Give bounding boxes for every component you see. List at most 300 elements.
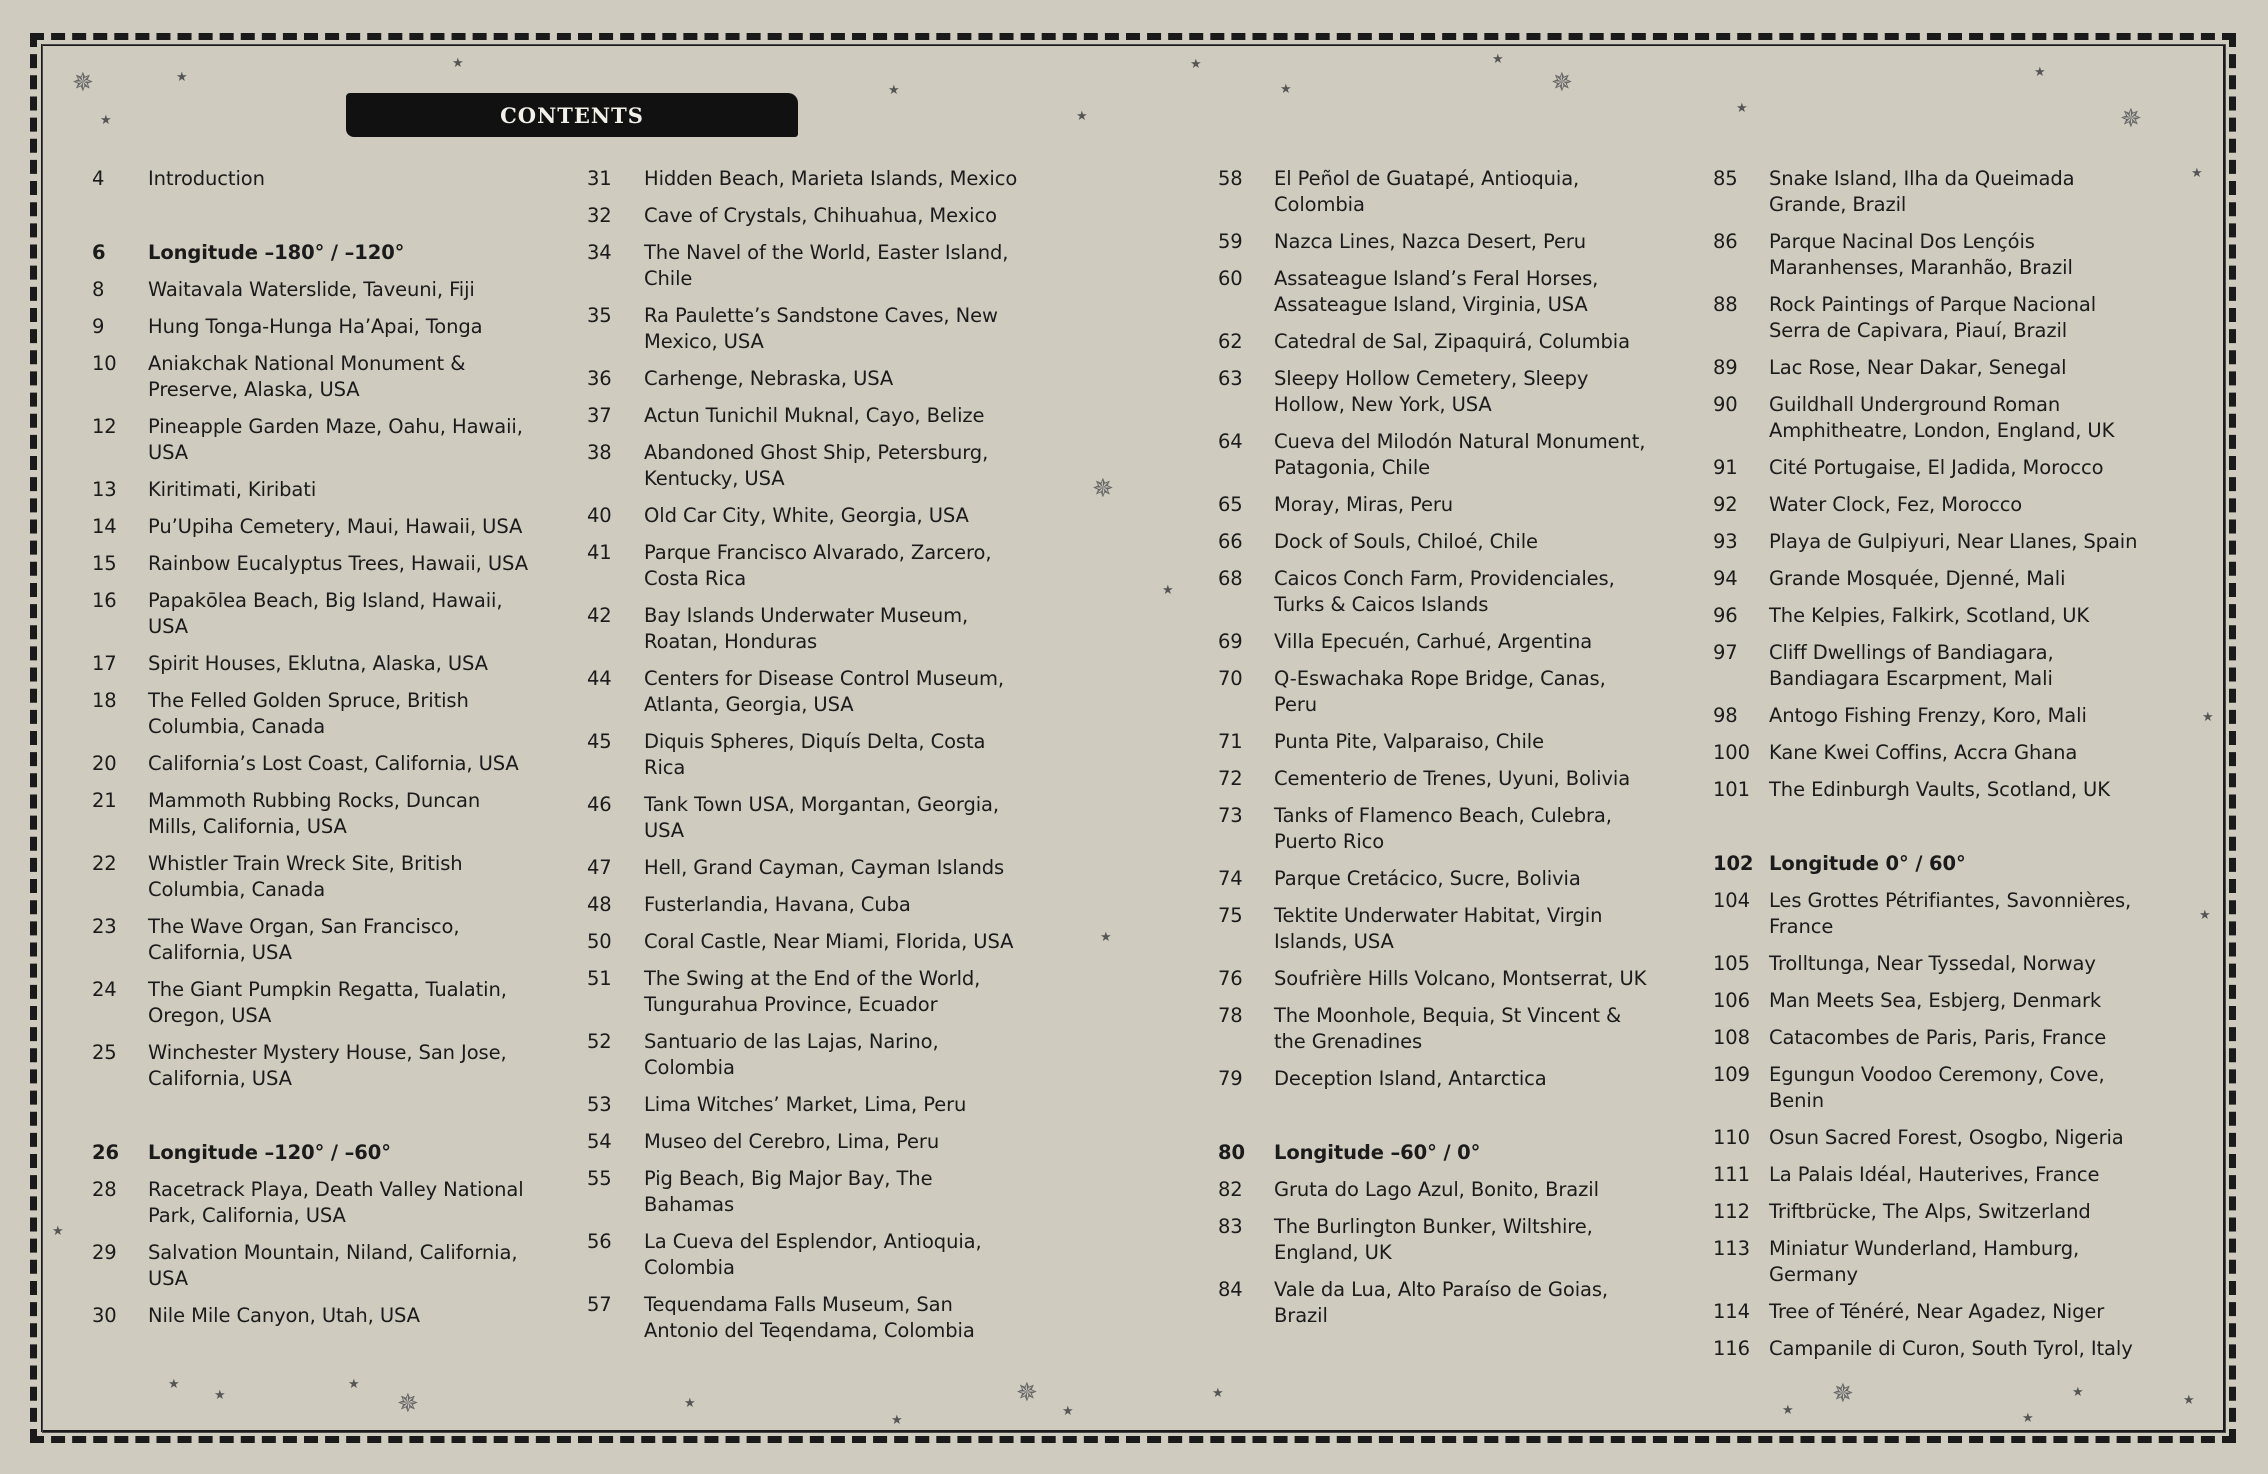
section-gap [92,1103,528,1140]
star-icon: ★ [100,113,112,128]
entry-title: Water Clock, Fez, Morocco [1769,493,2023,516]
page-number: 96 [1713,604,1738,627]
toc-entry[interactable] [587,303,1024,355]
toc-entry[interactable] [587,1129,1024,1155]
page-number: 90 [1713,393,1738,416]
entry-title: Dock of Souls, Chiloé, Chile [1274,530,1538,553]
star-icon: ✵ [397,1389,419,1419]
toc-entry[interactable] [92,788,528,840]
entry-title: Whistler Train Wreck Site, British Columbia, Canada [148,852,463,901]
star-icon: ✵ [1551,68,1573,98]
toc-entry[interactable] [1713,1236,2149,1288]
toc-entry[interactable] [1218,366,1654,418]
entry-title: Longitude –120° / –60° [148,1141,391,1164]
star-icon: ★ [888,83,900,98]
toc-entry[interactable] [1713,1299,2149,1325]
entry-title: California’s Lost Coast, California, USA [148,752,519,775]
entry-title: Hidden Beach, Marieta Islands, Mexico [644,167,1018,190]
toc-entry[interactable] [587,203,1024,229]
page-number: 70 [1218,667,1243,690]
toc-entry[interactable] [92,588,528,640]
entry-title: Kane Kwei Coffins, Accra Ghana [1769,741,2078,764]
toc-entry[interactable] [587,929,1024,955]
star-icon: ★ [168,1377,180,1392]
star-icon: ★ [2202,710,2214,725]
toc-entry[interactable] [1713,640,2149,692]
page-number: 28 [92,1178,117,1201]
page-number: 53 [587,1093,612,1116]
page-number: 109 [1713,1063,1750,1086]
page-number: 37 [587,404,612,427]
page-number: 82 [1218,1178,1243,1201]
entry-title: Sleepy Hollow Cemetery, Sleepy Hollow, New York, USA [1274,367,1589,416]
star-icon: ★ [2034,65,2046,80]
page-number: 44 [587,667,612,690]
toc-entry[interactable] [92,751,528,777]
entry-title: Punta Pite, Valparaiso, Chile [1274,730,1545,753]
page-number: 75 [1218,904,1243,927]
toc-entry[interactable] [1713,1162,2149,1188]
entry-title: Les Grottes Pétrifiantes, Savonnières, France [1769,889,2132,938]
entry-title: Introduction [148,167,265,190]
entry-title: El Peñol de Guatapé, Antioquia, Colombia [1274,167,1580,216]
page-number: 29 [92,1241,117,1264]
entry-title: Tank Town USA, Morgantan, Georgia, USA [644,793,999,842]
entry-title: Triftbrücke, The Alps, Switzerland [1769,1200,2091,1223]
entry-title: The Moonhole, Bequia, St Vincent & the Grenadines [1274,1004,1622,1053]
toc-entry[interactable] [587,966,1024,1018]
toc-entry[interactable] [1713,492,2149,518]
toc-entry[interactable] [1218,1214,1654,1266]
toc-entry[interactable] [1713,455,2149,481]
toc-column-2 [587,166,1024,1355]
entry-title: Hung Tonga-Hunga Ha’Apai, Tonga [148,315,483,338]
star-icon: ★ [2183,1393,2195,1408]
toc-entry[interactable] [587,729,1024,781]
page-number: 22 [92,852,117,875]
entry-title: Cave of Crystals, Chihuahua, Mexico [644,204,997,227]
toc-entry[interactable] [1218,1177,1654,1203]
toc-entry[interactable] [587,792,1024,844]
toc-entry[interactable] [92,1040,528,1092]
entry-title: Salvation Mountain, Niland, California, USA [148,1241,518,1290]
toc-entry[interactable] [587,166,1024,192]
toc-entry[interactable] [1713,988,2149,1014]
toc-entry[interactable] [1218,529,1654,555]
page-number: 35 [587,304,612,327]
page-number: 65 [1218,493,1243,516]
entry-title: Abandoned Ghost Ship, Petersburg, Kentucky, USA [644,441,989,490]
page-number: 14 [92,515,117,538]
page-number: 23 [92,915,117,938]
toc-entry[interactable] [1218,666,1654,718]
page-number: 24 [92,978,117,1001]
page-number: 73 [1218,804,1243,827]
page-number: 100 [1713,741,1750,764]
entry-title: The Burlington Bunker, Wiltshire, England, UK [1274,1215,1593,1264]
toc-entry[interactable] [1713,566,2149,592]
entry-title: Villa Epecuén, Carhué, Argentina [1274,630,1593,653]
toc-entry[interactable] [92,551,528,577]
toc-entry[interactable] [92,414,528,466]
entry-title: Longitude –60° / 0° [1274,1141,1481,1164]
entry-title: Ra Paulette’s Sandstone Caves, New Mexico, USA [644,304,998,353]
entry-title: Tree of Ténéré, Near Agadez, Niger [1769,1300,2105,1323]
toc-entry[interactable] [1218,803,1654,855]
star-icon: ★ [348,1377,360,1392]
toc-section-heading[interactable] [92,240,528,266]
entry-title: Winchester Mystery House, San Jose, California, USA [148,1041,507,1090]
toc-entry[interactable] [1713,777,2149,803]
page-number: 60 [1218,267,1243,290]
entry-title: Rainbow Eucalyptus Trees, Hawaii, USA [148,552,528,575]
toc-entry[interactable] [587,1166,1024,1218]
entry-title: Guildhall Underground Roman Amphitheatre, London, England, UK [1769,393,2115,442]
toc-entry[interactable] [1713,229,2149,281]
star-icon: ★ [1492,52,1504,67]
star-icon: ★ [1212,1386,1224,1401]
toc-entry[interactable] [587,892,1024,918]
entry-title: Trolltunga, Near Tyssedal, Norway [1769,952,2096,975]
star-icon: ★ [1076,109,1088,124]
page-number: 78 [1218,1004,1243,1027]
star-icon: ★ [1100,930,1112,945]
toc-entry[interactable] [1713,1336,2149,1362]
toc-entry[interactable] [1218,566,1654,618]
page-number: 116 [1713,1337,1750,1360]
entry-title: Actun Tunichil Muknal, Cayo, Belize [644,404,985,427]
page-number: 20 [92,752,117,775]
toc-entry[interactable] [1713,888,2149,940]
star-icon: ★ [2191,166,2203,181]
entry-title: Mammoth Rubbing Rocks, Duncan Mills, California, USA [148,789,481,838]
star-icon: ✵ [1832,1379,1854,1409]
page-number: 68 [1218,567,1243,590]
star-icon: ★ [176,70,188,85]
entry-title: Tanks of Flamenco Beach, Culebra, Puerto Rico [1274,804,1612,853]
entry-title: Miniatur Wunderland, Hamburg, Germany [1769,1237,2080,1286]
star-icon: ★ [1062,1404,1074,1419]
toc-entry[interactable] [92,477,528,503]
toc-entry[interactable] [587,440,1024,492]
toc-entry[interactable] [1713,603,2149,629]
toc-entry[interactable] [92,1177,528,1229]
toc-entry[interactable] [1218,966,1654,992]
toc-entry[interactable] [1713,166,2149,218]
page-number: 32 [587,204,612,227]
page-number: 41 [587,541,612,564]
entry-title: Centers for Disease Control Museum, Atlanta, Georgia, USA [644,667,1004,716]
toc-entry[interactable] [1218,729,1654,755]
page-number: 38 [587,441,612,464]
entry-title: Coral Castle, Near Miami, Florida, USA [644,930,1014,953]
entry-title: Bay Islands Underwater Museum, Roatan, Honduras [644,604,969,653]
entry-title: Spirit Houses, Eklutna, Alaska, USA [148,652,488,675]
star-icon: ★ [214,1388,226,1403]
star-icon: ★ [1280,82,1292,97]
entry-title: Kiritimati, Kiribati [148,478,317,501]
toc-entry[interactable] [1713,1062,2149,1114]
page-number: 59 [1218,230,1243,253]
toc-entry[interactable] [1713,951,2149,977]
page-number: 56 [587,1230,612,1253]
toc-section-heading[interactable] [1218,1140,1654,1166]
entry-title: Egungun Voodoo Ceremony, Cove, Benin [1769,1063,2105,1112]
entry-title: The Felled Golden Spruce, British Columbia, Canada [148,689,469,738]
page-number: 89 [1713,356,1738,379]
entry-title: Papakōlea Beach, Big Island, Hawaii, USA [148,589,503,638]
toc-entry[interactable] [1713,740,2149,766]
entry-title: Moray, Miras, Peru [1274,493,1454,516]
entry-title: Nazca Lines, Nazca Desert, Peru [1274,230,1587,253]
star-icon: ★ [52,1224,64,1239]
page-number: 16 [92,589,117,612]
toc-entry[interactable] [1218,329,1654,355]
toc-entry[interactable] [92,351,528,403]
page-number: 51 [587,967,612,990]
entry-title: Rock Paintings of Parque Nacional Serra de Capivara, Piauí, Brazil [1769,293,2097,342]
star-icon: ★ [684,1396,696,1411]
page-number: 112 [1713,1200,1750,1223]
toc-entry[interactable] [92,914,528,966]
entry-title: Santuario de las Lajas, Narino, Colombia [644,1030,939,1079]
page-number: 79 [1218,1067,1243,1090]
entry-title: Racetrack Playa, Death Valley National Park, California, USA [148,1178,524,1227]
toc-entry[interactable] [587,240,1024,292]
page-number: 48 [587,893,612,916]
page-number: 13 [92,478,117,501]
page-number: 6 [92,241,106,264]
toc-entry[interactable] [587,1229,1024,1281]
toc-entry[interactable] [1218,903,1654,955]
entry-title: Diquis Spheres, Diquís Delta, Costa Rica [644,730,986,779]
page-number: 84 [1218,1278,1243,1301]
star-icon: ✵ [1016,1378,1038,1408]
page-number: 86 [1713,230,1738,253]
entry-title: Assateague Island’s Feral Horses, Assateague Island, Virginia, USA [1274,267,1599,316]
toc-entry[interactable] [92,688,528,740]
page-number: 66 [1218,530,1243,553]
toc-entry[interactable] [1218,766,1654,792]
toc-entry[interactable] [587,503,1024,529]
entry-title: Q-Eswachaka Rope Bridge, Canas, Peru [1274,667,1606,716]
page-number: 114 [1713,1300,1750,1323]
page-number: 98 [1713,704,1738,727]
toc-entry[interactable] [92,1240,528,1292]
section-gap [92,203,528,240]
entry-title: Man Meets Sea, Esbjerg, Denmark [1769,989,2102,1012]
page-number: 4 [92,167,105,190]
toc-entry[interactable] [1713,1125,2149,1151]
toc-entry[interactable] [1218,1066,1654,1092]
entry-title: Fusterlandia, Havana, Cuba [644,893,911,916]
entry-title: Old Car City, White, Georgia, USA [644,504,969,527]
toc-entry[interactable] [587,366,1024,392]
toc-entry[interactable] [587,855,1024,881]
toc-entry[interactable] [92,314,528,340]
entry-title: Waitavala Waterslide, Taveuni, Fiji [148,278,475,301]
entry-title: La Cueva del Esplendor, Antioquia, Colombia [644,1230,982,1279]
page-number: 91 [1713,456,1738,479]
toc-entry[interactable] [92,1303,528,1329]
entry-title: Deception Island, Antarctica [1274,1067,1547,1090]
toc-entry[interactable] [1218,229,1654,255]
toc-entry[interactable] [1713,1025,2149,1051]
toc-entry[interactable] [587,540,1024,592]
page-number: 105 [1713,952,1750,975]
toc-entry[interactable] [92,514,528,540]
toc-entry[interactable] [587,603,1024,655]
toc-entry[interactable] [92,977,528,1029]
toc-entry[interactable] [587,1029,1024,1081]
page-number: 71 [1218,730,1243,753]
toc-entry[interactable] [587,1292,1024,1344]
page-number: 102 [1713,852,1754,875]
entry-title: Longitude 0° / 60° [1769,852,1966,875]
entry-title: Longitude –180° / –120° [148,241,405,264]
star-icon: ★ [452,56,464,71]
page-number: 93 [1713,530,1738,553]
toc-entry[interactable] [1218,266,1654,318]
entry-title: The Giant Pumpkin Regatta, Tualatin, Oregon, USA [148,978,507,1027]
page-number: 104 [1713,889,1750,912]
entry-title: Snake Island, Ilha da Queimada Grande, Brazil [1769,167,2075,216]
entry-title: Lima Witches’ Market, Lima, Peru [644,1093,967,1116]
entry-title: Campanile di Curon, South Tyrol, Italy [1769,1337,2133,1360]
page-number: 94 [1713,567,1738,590]
toc-entry[interactable] [1713,1199,2149,1225]
page-number: 50 [587,930,612,953]
entry-title: The Swing at the End of the World, Tungurahua Province, Ecuador [644,967,981,1016]
entry-title: Cliff Dwellings of Bandiagara, Bandiagara Escarpment, Mali [1769,641,2054,690]
toc-entry[interactable] [1713,392,2149,444]
toc-entry[interactable] [1713,703,2149,729]
toc-entry[interactable] [92,277,528,303]
entry-title: Antogo Fishing Frenzy, Koro, Mali [1769,704,2087,727]
page-number: 58 [1218,167,1243,190]
page-number: 85 [1713,167,1738,190]
page-number: 97 [1713,641,1738,664]
entry-title: The Navel of the World, Easter Island, Chile [644,241,1009,290]
page-number: 83 [1218,1215,1243,1238]
page-number: 12 [92,415,117,438]
toc-entry[interactable] [1218,866,1654,892]
entry-title: Lac Rose, Near Dakar, Senegal [1769,356,2067,379]
page-number: 74 [1218,867,1243,890]
entry-title: Tequendama Falls Museum, San Antonio del Teqendama, Colombia [644,1293,975,1342]
page-number: 25 [92,1041,117,1064]
page-number: 106 [1713,989,1750,1012]
page-number: 80 [1218,1141,1245,1164]
toc-entry[interactable] [1713,355,2149,381]
page-number: 110 [1713,1126,1750,1149]
page-number: 46 [587,793,612,816]
star-icon: ★ [2022,1411,2034,1426]
page-number: 108 [1713,1026,1750,1049]
page-number: 47 [587,856,612,879]
toc-entry[interactable] [1218,1003,1654,1055]
page-number: 17 [92,652,117,675]
entry-title: Hell, Grand Cayman, Cayman Islands [644,856,1005,879]
toc-entry[interactable] [1218,492,1654,518]
entry-title: Carhenge, Nebraska, USA [644,367,894,390]
toc-section-heading[interactable] [1713,851,2149,877]
page-number: 55 [587,1167,612,1190]
page-number: 52 [587,1030,612,1053]
entry-title: Aniakchak National Monument & Preserve, Alaska, USA [148,352,466,401]
page-number: 9 [92,315,105,338]
entry-title: Cueva del Milodón Natural Monument, Patagonia, Chile [1274,430,1646,479]
entry-title: Pu’Upiha Cemetery, Maui, Hawaii, USA [148,515,523,538]
page-number: 62 [1218,330,1243,353]
entry-title: Cité Portugaise, El Jadida, Morocco [1769,456,2104,479]
star-icon: ✵ [72,68,94,98]
star-icon: ★ [1162,583,1174,598]
page-number: 8 [92,278,105,301]
toc-entry[interactable] [92,651,528,677]
page-number: 76 [1218,967,1243,990]
star-icon: ★ [2072,1385,2084,1400]
entry-title: The Wave Organ, San Francisco, California, USA [148,915,460,964]
toc-entry[interactable] [1218,166,1654,218]
toc-section-heading[interactable] [92,1140,528,1166]
entry-title: Osun Sacred Forest, Osogbo, Nigeria [1769,1126,2124,1149]
star-icon: ★ [1190,57,1202,72]
page-number: 88 [1713,293,1738,316]
page-number: 21 [92,789,117,812]
entry-title: Nile Mile Canyon, Utah, USA [148,1304,420,1327]
page-number: 45 [587,730,612,753]
entry-title: Museo del Cerebro, Lima, Peru [644,1130,940,1153]
entry-title: The Kelpies, Falkirk, Scotland, UK [1769,604,2090,627]
entry-title: Parque Cretácico, Sucre, Bolivia [1274,867,1581,890]
toc-entry[interactable] [1713,529,2149,555]
star-icon: ★ [1782,1403,1794,1418]
section-gap [1713,814,2149,851]
page-number: 111 [1713,1163,1750,1186]
toc-entry[interactable] [92,166,528,192]
page-number: 101 [1713,778,1750,801]
entry-title: Soufrière Hills Volcano, Montserrat, UK [1274,967,1647,990]
contents-title: CONTENTS [346,93,798,137]
toc-entry[interactable] [1713,292,2149,344]
page-number: 30 [92,1304,117,1327]
page-number: 10 [92,352,117,375]
page-number: 54 [587,1130,612,1153]
toc-entry[interactable] [587,666,1024,718]
toc-entry[interactable] [92,851,528,903]
entry-title: Parque Francisco Alvarado, Zarcero, Costa Rica [644,541,992,590]
toc-entry[interactable] [587,403,1024,429]
page-number: 63 [1218,367,1243,390]
entry-title: Grande Mosquée, Djenné, Mali [1769,567,2066,590]
star-icon: ✵ [2120,104,2142,134]
toc-column-1 [92,166,528,1340]
entry-title: La Palais Idéal, Hauterives, France [1769,1163,2100,1186]
page-number: 64 [1218,430,1243,453]
toc-entry[interactable] [1218,429,1654,481]
entry-title: Pineapple Garden Maze, Oahu, Hawaii, USA [148,415,523,464]
page-number: 113 [1713,1237,1750,1260]
toc-entry[interactable] [1218,629,1654,655]
entry-title: Tektite Underwater Habitat, Virgin Islands, USA [1274,904,1603,953]
page-number: 42 [587,604,612,627]
entry-title: The Edinburgh Vaults, Scotland, UK [1769,778,2110,801]
toc-entry[interactable] [587,1092,1024,1118]
page-number: 36 [587,367,612,390]
page-number: 72 [1218,767,1243,790]
toc-entry[interactable] [1218,1277,1654,1329]
